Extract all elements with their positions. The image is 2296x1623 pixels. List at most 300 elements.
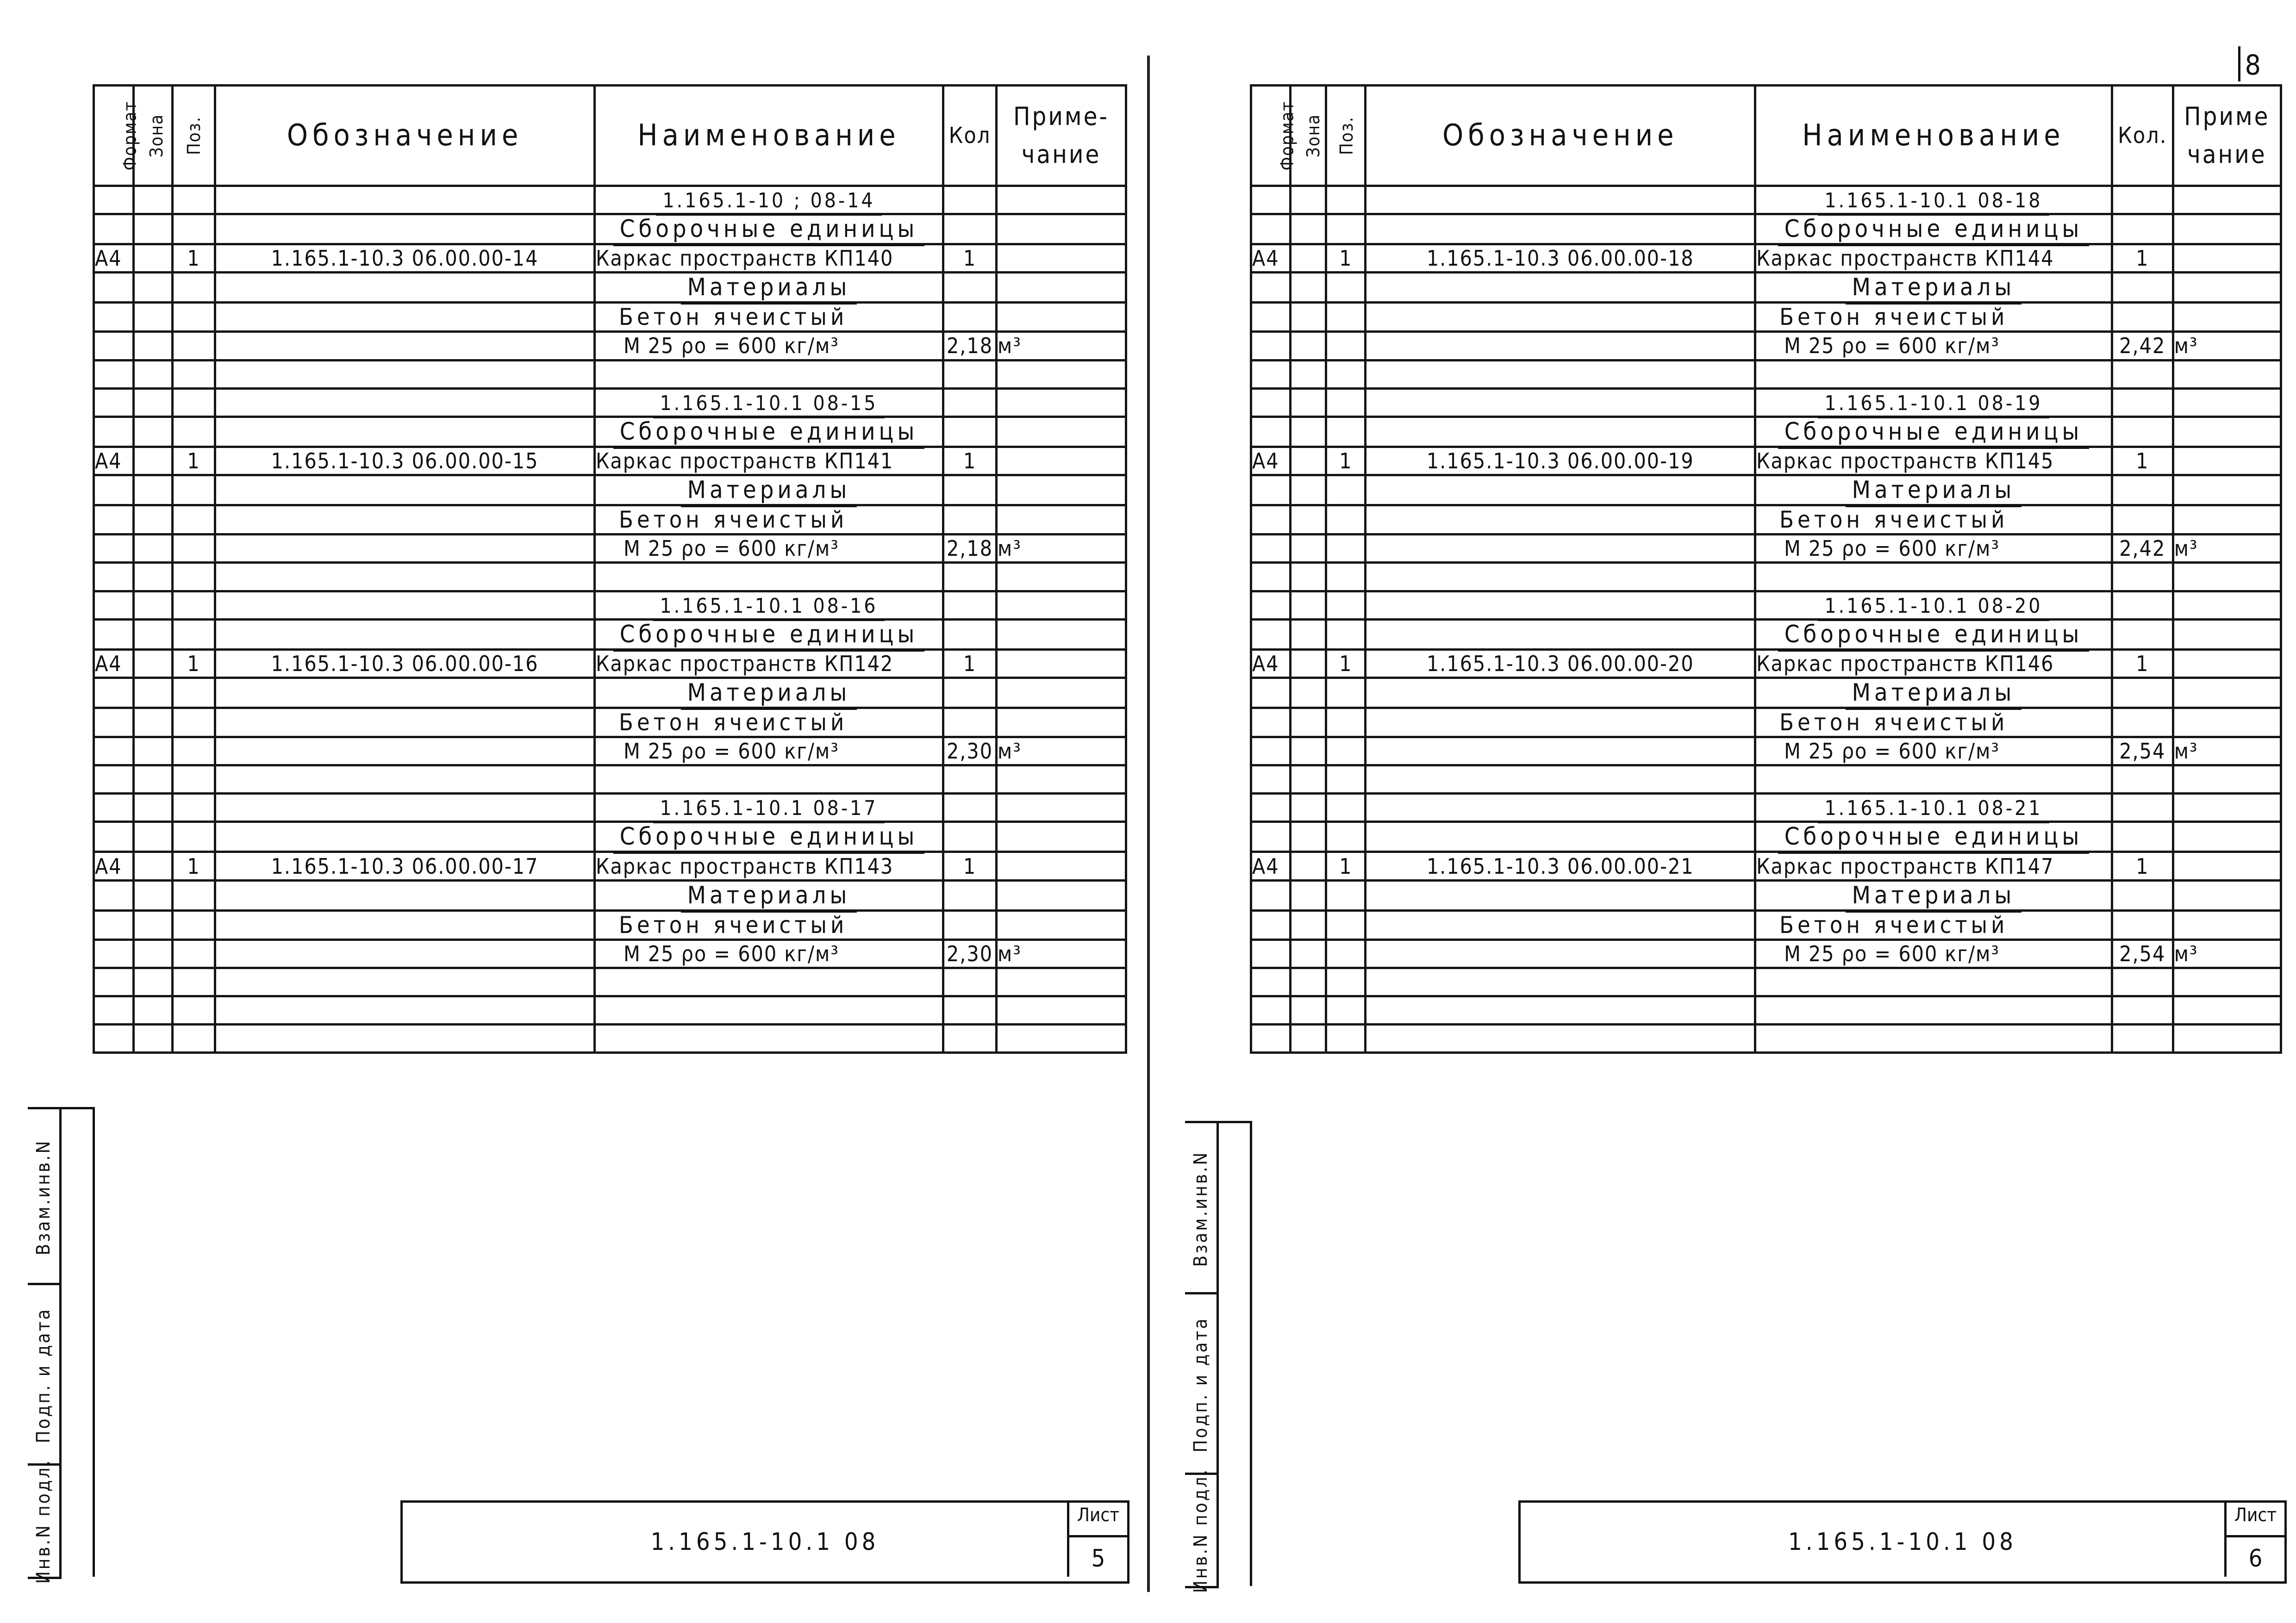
- zone-cell: [1291, 214, 1326, 244]
- note-cell: м³: [997, 332, 1126, 360]
- table-row: [1251, 563, 2281, 591]
- sheet-number: 6: [2227, 1535, 2284, 1573]
- note-cell: [2173, 388, 2281, 417]
- note-cell: [997, 822, 1126, 852]
- qty-cell: 2,30: [943, 737, 997, 765]
- zone-cell: [1291, 535, 1326, 563]
- section-heading-label: Сборочные единицы: [1778, 215, 2090, 246]
- qty-cell: [943, 417, 997, 447]
- note-cell: [997, 447, 1126, 475]
- zone-cell: [1291, 852, 1326, 880]
- title-block: [1518, 1500, 2287, 1584]
- table-row: [1251, 332, 2281, 360]
- qty-cell: [2112, 214, 2173, 244]
- pos-cell: [1326, 273, 1366, 303]
- format-cell: [1251, 505, 1291, 535]
- qty-cell: [943, 968, 997, 996]
- col-zone-header: Зона: [134, 86, 173, 186]
- doc-number-heading: [595, 794, 943, 822]
- note-cell: [2173, 273, 2281, 303]
- name-cell: [595, 1025, 943, 1053]
- material-mark-cell: [595, 737, 943, 765]
- designation-cell: [1366, 186, 1755, 214]
- note-cell: [2173, 852, 2281, 880]
- pos-cell: [173, 214, 215, 244]
- pos-cell: [1326, 678, 1366, 708]
- table-row: [94, 619, 1126, 649]
- format-cell: А4: [94, 447, 134, 475]
- format-cell: А4: [94, 244, 134, 273]
- designation-cell: 1.165.1-10.3 06.00.00-17: [215, 852, 595, 880]
- zone-cell: [1291, 388, 1326, 417]
- zone-cell: [134, 591, 173, 619]
- table-row: [1251, 273, 2281, 303]
- zone-cell: [1291, 968, 1326, 996]
- designation-cell: 1.165.1-10.3 06.00.00-15: [215, 447, 595, 475]
- format-cell: [1251, 475, 1291, 505]
- stamp-repl-inv: Взам.инв.N: [1185, 1121, 1219, 1294]
- pos-cell: [1326, 186, 1366, 214]
- qty-cell: [2112, 417, 2173, 447]
- designation-cell: [1366, 475, 1755, 505]
- qty-cell: [943, 996, 997, 1025]
- qty-cell: [2112, 794, 2173, 822]
- table-row: [94, 186, 1126, 214]
- qty-cell: [2112, 388, 2173, 417]
- format-cell: [94, 563, 134, 591]
- qty-cell: [943, 591, 997, 619]
- table-row: [94, 417, 1126, 447]
- doc-number-label: 1.165.1-10.1 08-21: [1818, 796, 2049, 823]
- pos-cell: [1326, 822, 1366, 852]
- name-cell: [1755, 1025, 2112, 1053]
- designation-cell: [215, 273, 595, 303]
- qty-cell: 1: [943, 852, 997, 880]
- zone-cell: [134, 475, 173, 505]
- note-cell: [997, 968, 1126, 996]
- table-row: [94, 244, 1126, 273]
- designation-cell: [1366, 303, 1755, 332]
- note-cell: [997, 880, 1126, 910]
- zone-cell: [1291, 880, 1326, 910]
- name-cell: [1755, 563, 2112, 591]
- name-cell: Каркас пространств КП144: [1755, 244, 2112, 273]
- designation-cell: [1366, 880, 1755, 910]
- section-heading: [595, 475, 943, 505]
- zone-cell: [1291, 186, 1326, 214]
- side-stamp: [28, 1107, 93, 1584]
- qty-cell: [2112, 1025, 2173, 1053]
- col-zone-header: Зона: [1291, 86, 1326, 186]
- pos-cell: [173, 737, 215, 765]
- pos-cell: [173, 591, 215, 619]
- note-cell: [2173, 505, 2281, 535]
- zone-cell: [134, 360, 173, 388]
- pos-cell: 1: [173, 649, 215, 678]
- note-cell: [2173, 244, 2281, 273]
- section-heading: [595, 214, 943, 244]
- pos-cell: [173, 360, 215, 388]
- pos-cell: [1326, 996, 1366, 1025]
- table-row: [1251, 186, 2281, 214]
- qty-cell: [943, 708, 997, 737]
- format-cell: [94, 619, 134, 649]
- designation-cell: [1366, 1025, 1755, 1053]
- zone-cell: [134, 535, 173, 563]
- designation-cell: [215, 332, 595, 360]
- note-cell: [997, 273, 1126, 303]
- zone-cell: [134, 447, 173, 475]
- designation-cell: [215, 186, 595, 214]
- pos-cell: 1: [173, 447, 215, 475]
- table-row: [1251, 1025, 2281, 1053]
- note-cell: [997, 303, 1126, 332]
- note-cell: м³: [2173, 939, 2281, 968]
- zone-cell: [134, 563, 173, 591]
- pos-cell: [1326, 505, 1366, 535]
- table-row: [94, 447, 1126, 475]
- designation-cell: [1366, 910, 1755, 939]
- sheet-number-box: [1067, 1503, 1127, 1577]
- zone-cell: [1291, 910, 1326, 939]
- format-cell: [1251, 388, 1291, 417]
- table-row: [1251, 619, 2281, 649]
- material-name-cell: [595, 505, 943, 535]
- format-cell: [1251, 303, 1291, 332]
- section-heading: [1755, 475, 2112, 505]
- note-cell: м³: [2173, 535, 2281, 563]
- format-cell: [1251, 678, 1291, 708]
- designation-cell: [215, 535, 595, 563]
- format-cell: [1251, 214, 1291, 244]
- note-cell: [997, 417, 1126, 447]
- pos-cell: [173, 332, 215, 360]
- section-heading-label: Материалы: [681, 274, 857, 305]
- pos-cell: [173, 968, 215, 996]
- zone-cell: [1291, 360, 1326, 388]
- note-cell: [997, 186, 1126, 214]
- section-heading-label: Сборочные единицы: [613, 418, 925, 449]
- qty-cell: [2112, 765, 2173, 794]
- name-cell: [595, 968, 943, 996]
- zone-cell: [134, 678, 173, 708]
- col-format-header: Формат: [94, 86, 134, 186]
- name-cell: Каркас пространств КП140: [595, 244, 943, 273]
- material-mark-cell: [1755, 332, 2112, 360]
- section-heading-label: Материалы: [681, 882, 857, 913]
- zone-cell: [1291, 332, 1326, 360]
- section-heading-label: Материалы: [1846, 679, 2022, 710]
- pos-cell: 1: [173, 852, 215, 880]
- designation-cell: [215, 388, 595, 417]
- section-heading: [1755, 619, 2112, 649]
- stamp-repl-inv: Взам.инв.N: [28, 1107, 62, 1285]
- pos-cell: 1: [1326, 447, 1366, 475]
- note-cell: [997, 619, 1126, 649]
- qty-cell: [943, 619, 997, 649]
- format-cell: [94, 678, 134, 708]
- material-mark-cell: [1755, 939, 2112, 968]
- table-row: [1251, 591, 2281, 619]
- note-cell: [2173, 880, 2281, 910]
- pos-cell: [1326, 475, 1366, 505]
- table-row: [1251, 505, 2281, 535]
- designation-cell: [215, 910, 595, 939]
- pos-cell: 1: [1326, 852, 1366, 880]
- material-mark: М 25 ρо = 600 кг/м³: [1784, 738, 2000, 764]
- section-heading: [1755, 678, 2112, 708]
- qty-cell: [2112, 303, 2173, 332]
- col-format-header: Формат: [1251, 86, 1291, 186]
- designation-cell: [1366, 388, 1755, 417]
- format-cell: [94, 737, 134, 765]
- qty-cell: [2112, 186, 2173, 214]
- table-row: [94, 678, 1126, 708]
- designation-cell: 1.165.1-10.3 06.00.00-16: [215, 649, 595, 678]
- designation-cell: [1366, 619, 1755, 649]
- designation-cell: [1366, 273, 1755, 303]
- pos-cell: [1326, 417, 1366, 447]
- qty-cell: [2112, 708, 2173, 737]
- zone-cell: [134, 939, 173, 968]
- name-cell: Каркас пространств КП141: [595, 447, 943, 475]
- zone-cell: [1291, 273, 1326, 303]
- qty-cell: [943, 214, 997, 244]
- note-cell: [997, 910, 1126, 939]
- format-cell: [1251, 968, 1291, 996]
- pos-cell: 1: [1326, 244, 1366, 273]
- spec-sheet-left: [33, 84, 1125, 1584]
- section-heading: [1755, 417, 2112, 447]
- table-row: [1251, 535, 2281, 563]
- table-row: [94, 388, 1126, 417]
- note-cell: [2173, 447, 2281, 475]
- table-row: [1251, 447, 2281, 475]
- table-row: [94, 591, 1126, 619]
- doc-number-label: 1.165.1-10 ; 08-14: [656, 189, 881, 216]
- qty-cell: 2,42: [2112, 535, 2173, 563]
- format-cell: [1251, 708, 1291, 737]
- zone-cell: [1291, 678, 1326, 708]
- designation-cell: [1366, 939, 1755, 968]
- note-cell: [2173, 1025, 2281, 1053]
- format-cell: [94, 1025, 134, 1053]
- material-name: Бетон ячеистый: [619, 304, 848, 331]
- qty-cell: [943, 910, 997, 939]
- qty-cell: [2112, 910, 2173, 939]
- name-cell: Каркас пространств КП143: [595, 852, 943, 880]
- material-name-cell: [1755, 303, 2112, 332]
- note-cell: [2173, 968, 2281, 996]
- table-row: [94, 505, 1126, 535]
- material-mark: М 25 ρо = 600 кг/м³: [624, 333, 839, 359]
- designation-cell: [215, 360, 595, 388]
- spec-table: [93, 84, 1127, 1054]
- table-row: [1251, 939, 2281, 968]
- section-heading: [595, 678, 943, 708]
- qty-cell: 2,42: [2112, 332, 2173, 360]
- qty-cell: [2112, 563, 2173, 591]
- title-block-code: 1.165.1-10.1 08: [650, 1528, 880, 1556]
- section-heading: [1755, 273, 2112, 303]
- material-name-cell: [595, 910, 943, 939]
- zone-cell: [134, 273, 173, 303]
- note-cell: [2173, 649, 2281, 678]
- material-mark-cell: [1755, 737, 2112, 765]
- spec-sheet-right: [1190, 84, 2282, 1593]
- pos-cell: [173, 910, 215, 939]
- designation-cell: [215, 475, 595, 505]
- doc-number-label: 1.165.1-10.1 08-15: [653, 392, 884, 418]
- designation-cell: [215, 417, 595, 447]
- zone-cell: [1291, 244, 1326, 273]
- zone-cell: [1291, 822, 1326, 852]
- designation-cell: [1366, 214, 1755, 244]
- table-row: [94, 360, 1126, 388]
- pos-cell: [173, 822, 215, 852]
- qty-cell: 2,18: [943, 535, 997, 563]
- material-name: Бетон ячеистый: [1779, 506, 2009, 534]
- doc-number-heading: [1755, 794, 2112, 822]
- spec-table: [1250, 84, 2282, 1054]
- format-cell: [94, 708, 134, 737]
- table-row: [94, 852, 1126, 880]
- section-heading-label: Материалы: [1846, 274, 2022, 305]
- zone-cell: [134, 303, 173, 332]
- pos-cell: [1326, 880, 1366, 910]
- section-heading-label: Сборочные единицы: [613, 823, 925, 854]
- format-cell: А4: [1251, 244, 1291, 273]
- doc-number-heading: [1755, 388, 2112, 417]
- qty-cell: [943, 794, 997, 822]
- title-block-code: 1.165.1-10.1 08: [1788, 1528, 2017, 1556]
- zone-cell: [1291, 563, 1326, 591]
- table-row: [1251, 360, 2281, 388]
- note-cell: [2173, 822, 2281, 852]
- note-cell: [2173, 417, 2281, 447]
- designation-cell: [215, 591, 595, 619]
- qty-cell: 1: [2112, 447, 2173, 475]
- format-cell: [94, 910, 134, 939]
- material-mark: М 25 ρо = 600 кг/м³: [624, 941, 839, 966]
- pos-cell: [173, 794, 215, 822]
- doc-number-heading: [595, 591, 943, 619]
- name-cell: [1755, 765, 2112, 794]
- qty-cell: 1: [943, 649, 997, 678]
- pos-cell: [173, 1025, 215, 1053]
- qty-cell: 2,30: [943, 939, 997, 968]
- note-cell: [997, 388, 1126, 417]
- zone-cell: [134, 765, 173, 794]
- name-cell: [1755, 996, 2112, 1025]
- table-row: [1251, 244, 2281, 273]
- material-name: Бетон ячеистый: [619, 709, 848, 736]
- doc-number-label: 1.165.1-10.1 08-16: [653, 594, 884, 621]
- note-cell: [997, 708, 1126, 737]
- sheet-label: Лист: [2234, 1505, 2277, 1526]
- format-cell: [1251, 535, 1291, 563]
- col-name-header: Наименование: [595, 86, 943, 186]
- col-note-header: Приме-чание: [997, 86, 1126, 186]
- pos-cell: [173, 417, 215, 447]
- qty-cell: [943, 1025, 997, 1053]
- qty-cell: [943, 388, 997, 417]
- corner-page-mark: 8: [2238, 46, 2261, 81]
- pos-cell: [173, 475, 215, 505]
- table-row: [1251, 968, 2281, 996]
- material-name: Бетон ячеистый: [1779, 304, 2009, 331]
- qty-cell: 1: [943, 447, 997, 475]
- section-heading-label: Сборочные единицы: [613, 215, 925, 246]
- format-cell: [1251, 332, 1291, 360]
- format-cell: А4: [1251, 649, 1291, 678]
- table-row: [1251, 996, 2281, 1025]
- format-cell: [94, 535, 134, 563]
- table-row: [1251, 708, 2281, 737]
- zone-cell: [134, 794, 173, 822]
- designation-cell: [1366, 678, 1755, 708]
- zone-cell: [1291, 417, 1326, 447]
- table-row: [94, 563, 1126, 591]
- designation-cell: [215, 880, 595, 910]
- designation-cell: [215, 737, 595, 765]
- pos-cell: [1326, 360, 1366, 388]
- pos-cell: [1326, 388, 1366, 417]
- pos-cell: [1326, 939, 1366, 968]
- material-name-cell: [1755, 505, 2112, 535]
- qty-cell: [2112, 360, 2173, 388]
- format-cell: [1251, 996, 1291, 1025]
- pos-cell: [173, 708, 215, 737]
- pos-cell: [173, 765, 215, 794]
- table-row: [94, 332, 1126, 360]
- stamp-inv-orig: Инв.N подл.: [1185, 1473, 1219, 1588]
- qty-cell: [2112, 822, 2173, 852]
- note-cell: [997, 649, 1126, 678]
- name-cell: Каркас пространств КП146: [1755, 649, 2112, 678]
- table-row: [1251, 910, 2281, 939]
- pos-cell: [1326, 968, 1366, 996]
- section-heading-label: Сборочные единицы: [1778, 418, 2090, 449]
- doc-number-heading: [1755, 186, 2112, 214]
- section-heading: [595, 619, 943, 649]
- note-cell: [2173, 619, 2281, 649]
- table-row: [1251, 880, 2281, 910]
- format-cell: А4: [1251, 852, 1291, 880]
- zone-cell: [1291, 794, 1326, 822]
- section-heading-label: Материалы: [1846, 882, 2022, 913]
- note-cell: [997, 678, 1126, 708]
- material-mark: М 25 ρо = 600 кг/м³: [624, 738, 839, 764]
- designation-cell: [215, 678, 595, 708]
- zone-cell: [134, 737, 173, 765]
- side-stamp: [1185, 1121, 1250, 1593]
- qty-cell: [2112, 505, 2173, 535]
- pos-cell: [1326, 591, 1366, 619]
- section-heading-label: Сборочные единицы: [1778, 823, 2090, 854]
- format-cell: [94, 417, 134, 447]
- format-cell: [94, 505, 134, 535]
- zone-cell: [134, 388, 173, 417]
- section-heading-label: Материалы: [1846, 476, 2022, 507]
- table-row: [94, 535, 1126, 563]
- format-cell: А4: [1251, 447, 1291, 475]
- zone-cell: [1291, 996, 1326, 1025]
- section-heading-label: Материалы: [681, 476, 857, 507]
- section-heading: [1755, 214, 2112, 244]
- table-row: [94, 794, 1126, 822]
- note-cell: [2173, 794, 2281, 822]
